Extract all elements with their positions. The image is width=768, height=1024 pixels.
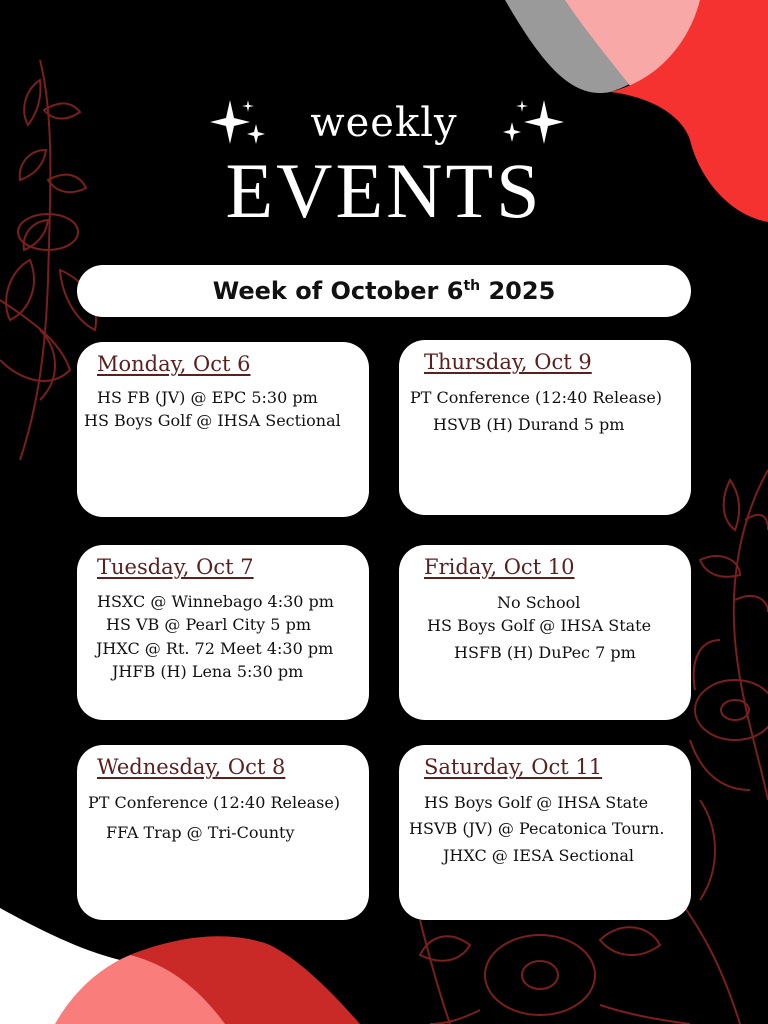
event-item: HSVB (JV) @ Pecatonica Tourn. — [409, 819, 665, 838]
floral-right — [690, 470, 768, 900]
event-item: JHXC @ Rt. 72 Meet 4:30 pm — [96, 639, 334, 658]
day-heading-saturday: Saturday, Oct 11 — [424, 755, 603, 779]
event-item: FFA Trap @ Tri-County — [106, 823, 295, 842]
day-card-tuesday — [77, 545, 369, 720]
event-item: HSFB (H) DuPec 7 pm — [454, 643, 636, 662]
event-item: No School — [497, 593, 581, 612]
event-item: HS VB @ Pearl City 5 pm — [106, 615, 311, 634]
title-weekly: weekly — [310, 100, 458, 146]
title-events: EVENTS — [225, 147, 543, 234]
event-item: PT Conference (12:40 Release) — [410, 388, 663, 407]
week-prefix: Week of October 6 — [212, 277, 464, 305]
day-heading-tuesday: Tuesday, Oct 7 — [97, 555, 254, 579]
week-ordinal: th — [463, 278, 481, 294]
event-item: HS Boys Golf @ IHSA Sectional — [84, 411, 341, 430]
week-banner — [77, 265, 691, 317]
event-item: PT Conference (12:40 Release) — [88, 793, 341, 812]
event-item: HSXC @ Winnebago 4:30 pm — [97, 592, 334, 611]
event-item: JHFB (H) Lena 5:30 pm — [112, 662, 304, 681]
week-label — [213, 277, 556, 305]
event-item: HS Boys Golf @ IHSA State — [427, 616, 652, 635]
event-item: HSVB (H) Durand 5 pm — [433, 415, 625, 434]
day-card-monday — [77, 342, 369, 517]
day-heading-monday: Monday, Oct 6 — [97, 352, 251, 376]
event-item: HS Boys Golf @ IHSA State — [424, 793, 649, 812]
day-heading-wednesday: Wednesday, Oct 8 — [97, 755, 286, 779]
day-card-wednesday — [77, 745, 369, 920]
week-year: 2025 — [480, 277, 556, 305]
day-card-thursday — [399, 340, 691, 515]
day-card-friday — [399, 545, 691, 720]
day-heading-friday: Friday, Oct 10 — [424, 555, 575, 579]
day-heading-thursday: Thursday, Oct 9 — [424, 350, 592, 374]
day-card-saturday — [399, 745, 691, 920]
event-item: JHXC @ IESA Sectional — [443, 846, 635, 865]
event-item: HS FB (JV) @ EPC 5:30 pm — [97, 388, 318, 407]
